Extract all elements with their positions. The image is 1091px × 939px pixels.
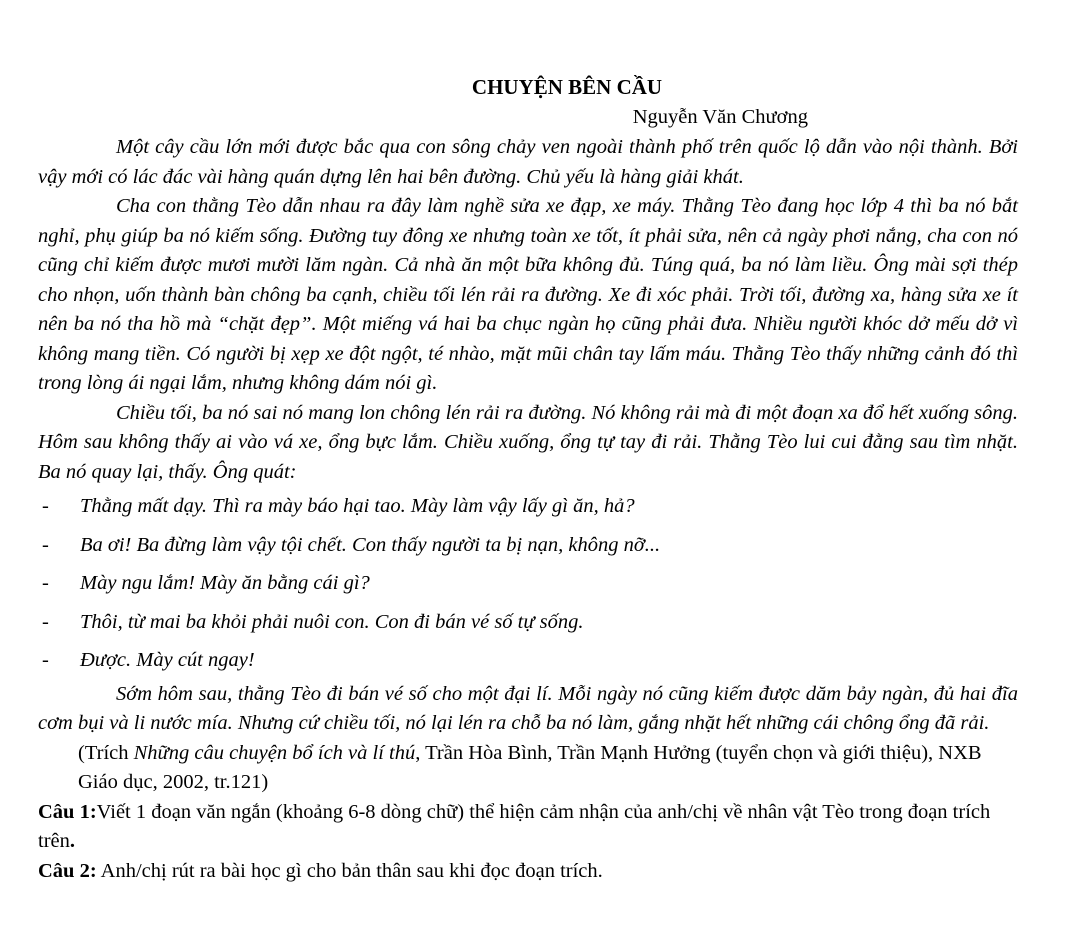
question-1-text: Viết 1 đoạn văn ngắn (khoảng 6-8 dòng chữ) thể hiện cảm nhận của anh/chị về nhân vật Tèo trong đoạn trích trên: [38, 800, 991, 852]
question-2-label: Câu 2:: [38, 859, 97, 882]
dialogue-line-3: [38, 564, 1018, 603]
dialogue-text: Ba ơi! Ba đừng làm vậy tội chết. Con thấy người ta bị nạn, không nỡ...: [80, 533, 661, 556]
dialogue-dash: -: [42, 649, 49, 671]
story-paragraph-1: Một cây cầu lớn mới được bắc qua con sông chảy ven ngoài thành phố trên quốc lộ dẫn vào nội thành. Bởi vậy mới có lác đác vài hàng quán dựng lên hai bên đường. Chủ yếu là hàng giải khát.: [38, 136, 1018, 188]
question-1: [38, 798, 1018, 857]
dialogue-line-4: [38, 603, 1018, 642]
document-title: CHUYỆN BÊN CẦU: [471, 75, 663, 99]
dialogue-text: Mày ngu lắm! Mày ăn bằng cái gì?: [80, 572, 370, 594]
document-page: [38, 73, 1018, 886]
dialogue-line-5: [38, 641, 1018, 680]
dialogue-dash: -: [42, 610, 49, 633]
question-1-period: .: [69, 830, 75, 852]
question-1-label: Câu 1:: [38, 800, 97, 823]
dialogue-dash: -: [42, 495, 49, 517]
dialogue-text: Được. Mày cút ngay!: [80, 649, 255, 671]
dialogue-text: Thôi, từ mai ba khỏi phải nuôi con. Con đi bán vé số tự sống.: [80, 610, 584, 633]
story-final-paragraph: Sớm hôm sau, thằng Tèo đi bán vé số cho một đại lí. Mỗi ngày nó cũng kiếm được dăm bảy ngàn, đủ hai đĩa cơm bụi và li nước mía. Nhưng cứ chiều tối, nó lại lén ra chỗ ba nó làm, gắng nhặt hết những cái chông ổng đã rải.: [38, 682, 1018, 734]
source-prefix: (Trích: [78, 741, 134, 764]
dialogue-dash: -: [42, 572, 49, 594]
dialogue-line-1: [38, 487, 1018, 526]
author-name: Nguyễn Văn Chương: [632, 106, 808, 128]
dialogue-line-2: [38, 526, 1018, 565]
dialogue-text: Thằng mất dạy. Thì ra mày báo hại tao. Mày làm vậy lấy gì ăn, hả?: [80, 495, 635, 517]
story-paragraph-3: Chiều tối, ba nó sai nó mang lon chông lén rải ra đường. Nó không rải mà đi một đoạn xa đổ hết xuống sông. Hôm sau không thấy ai vào vá xe, ổng bực lắm. Chiều xuống, ổng tự tay đi rải. Thằng Tèo lui cui đằng sau tìm nhặt. Ba nó quay lại, thấy. Ông quát:: [38, 401, 1018, 483]
source-suffix: , Trần Hòa Bình, Trần Mạnh Hưởng (tuyển chọn và giới thiệu), NXB Giáo dục, 2002, tr.121): [78, 741, 982, 793]
story-paragraph-2: Cha con thằng Tèo dẫn nhau ra đây làm nghề sửa xe đạp, xe máy. Thằng Tèo đang học lớp 4 thì ba nó bắt nghỉ, phụ giúp ba nó kiếm sống. Đường tuy đông xe nhưng toàn xe tốt, ít phải sửa, nên cả ngày phơi nắng, cha con nó cũng chỉ kiếm được mươi mười lăm ngàn. Cả nhà ăn một bữa không đủ. Túng quá, ba nó làm liều. Ông mài sợi thép cho nhọn, uốn thành bàn chông ba cạnh, chiều tối lén rải ra đường. Xe đi xóc phải. Trời tối, đường xa, hàng sửa xe ít nên ba nó tha hồ mà “chặt đẹp”. Một miếng vá hai ba chục ngàn họ cũng phải đưa. Nhiều người khóc dở mếu dở vì không mang tiền. Có người bị xẹp xe đột ngột, té nhào, mặt mũi chân tay lấm máu. Thằng Tèo thấy những cảnh đó thì trong lòng ái ngại lắm, nhưng không dám nói gì.: [38, 195, 1018, 394]
question-2: [38, 857, 1018, 887]
source-book-title: Những câu chuyện bổ ích và lí thú: [133, 741, 416, 764]
dialogue-dash: -: [42, 533, 49, 556]
source-citation: [38, 739, 1018, 798]
question-2-text: Anh/chị rút ra bài học gì cho bản thân sau khi đọc đoạn trích.: [96, 859, 603, 882]
